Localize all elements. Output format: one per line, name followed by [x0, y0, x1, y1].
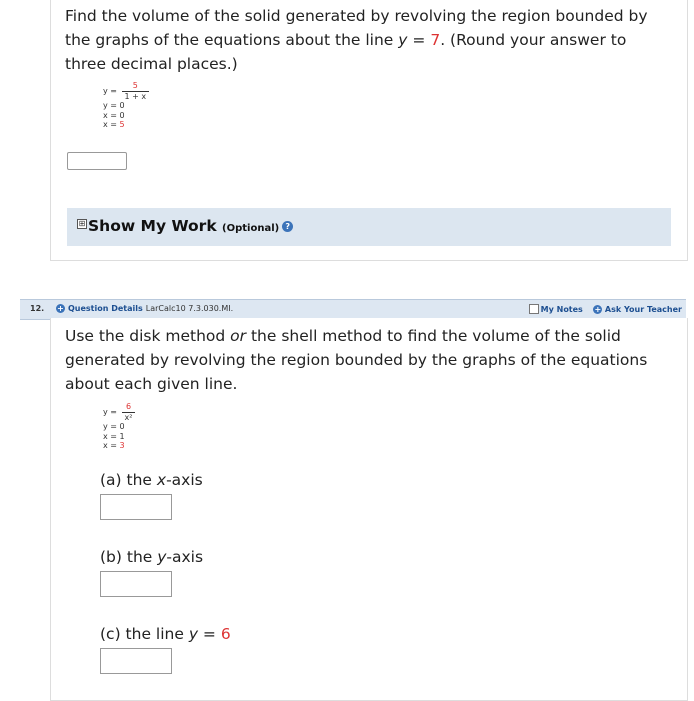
question-number: 12.	[30, 304, 45, 313]
plus-icon[interactable]: +	[57, 304, 64, 313]
ask-your-teacher-button[interactable]: + Ask Your Teacher	[594, 304, 682, 314]
question-12-equations	[103, 402, 135, 451]
show-my-work-panel[interactable]	[67, 208, 671, 246]
equation-x-lower: x = 1	[103, 431, 125, 441]
question-12-actions	[529, 304, 682, 314]
equation-x-bound: x = 5	[103, 120, 125, 129]
question-11-prompt	[65, 4, 648, 76]
equation-x-zero: x = 0	[103, 110, 125, 120]
prompt-line: about each given line.	[65, 375, 238, 393]
show-my-work-title[interactable]: Show My Work (Optional) ?	[88, 217, 293, 235]
question-12-prompt	[65, 324, 647, 396]
question-11-card	[50, 0, 688, 261]
equation-y-fraction: y = $\frac{6}{\text{x²}}$	[103, 402, 135, 422]
prompt-line: generated by revolving the region bounded by the graphs of the equations	[65, 351, 648, 369]
question-id: LarCalc10 7.3.030.MI.	[145, 304, 234, 313]
part-c-label: (c) the line y = 6	[100, 625, 231, 643]
part-b-answer-input[interactable]	[100, 571, 172, 597]
equation-y-fraction: y = $\frac{5}{1 + x}$	[103, 81, 149, 101]
part-c-answer-input[interactable]	[100, 648, 172, 674]
expand-icon[interactable]: ⊞	[78, 219, 86, 228]
question-details-toggle[interactable]: + Question Details LarCalc10 7.3.030.MI.	[57, 304, 234, 313]
part-a-label: (a) the x-axis	[100, 471, 203, 489]
prompt-line: three decimal places.)	[65, 55, 238, 73]
help-icon[interactable]: ?	[282, 221, 293, 232]
answer-input[interactable]	[67, 152, 127, 170]
equation-x-bound: x = 3	[103, 441, 125, 450]
plus-icon: +	[594, 304, 602, 314]
prompt-line: Find the volume of the solid generated by revolving the region bounded by	[65, 7, 648, 25]
equation-y-zero: y = 0	[103, 422, 125, 431]
part-b-label: (b) the y-axis	[100, 548, 204, 566]
question-11-equations	[103, 81, 149, 130]
prompt-line: Use the disk method or the shell method to find the volume of the solid	[65, 327, 621, 345]
equation-y-zero: y = 0	[103, 101, 125, 110]
question-12-header	[20, 299, 686, 320]
my-notes-button[interactable]: My Notes	[529, 305, 583, 314]
notes-icon	[529, 304, 539, 314]
part-a-answer-input[interactable]	[100, 494, 172, 520]
prompt-line: the graphs of the equations about the line y = 7. (Round your answer to	[65, 31, 627, 49]
